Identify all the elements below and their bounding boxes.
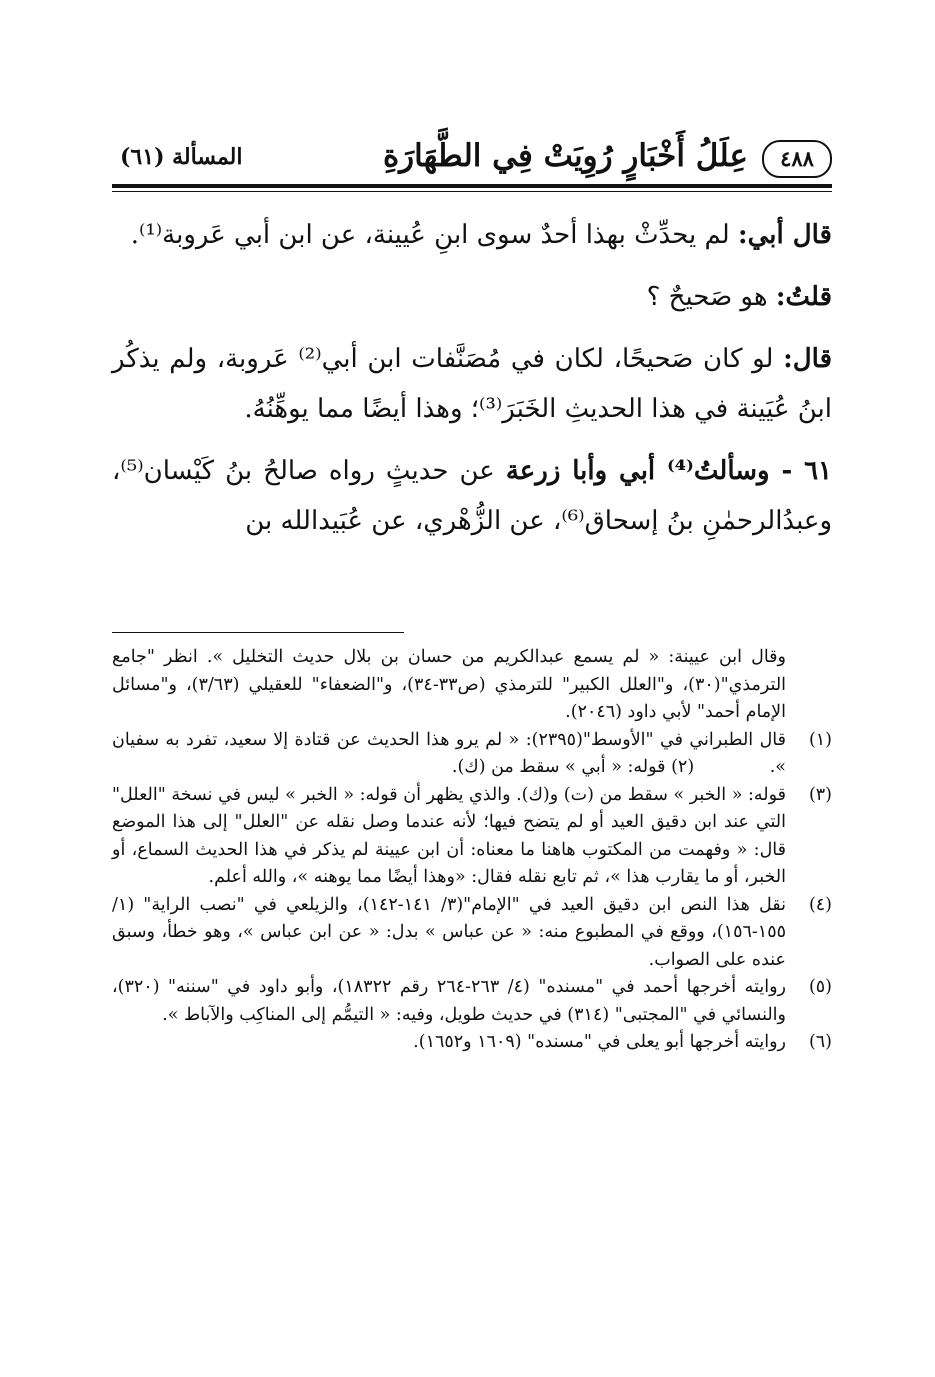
footnote-separator [112, 632, 404, 633]
paragraph [112, 334, 832, 434]
footnote-text: قوله: « الخبر » سقط من (ت) و(ك). والذي يظهر أن قوله: « الخبر » ليس في نسخة "العلل" التي عند ابن دقيق العيد أو لم يتضح فيها؛ لأنه عندما وصل نقله عن "العلل" إلى هذا الموضع قال: « وفهمت من المكتوب هاهنا ما معناه: أن ابن عيينة لم يذكر في هذا الحديث السماع، أو الخبر، أو ما يقارب هذا »، ثم تابع نقله فقال: «وهذا أيضًا مما يوهنه »، والله أعلم. [112, 784, 787, 887]
paragraph [112, 446, 832, 546]
page-header [112, 128, 832, 180]
footnote-number: (٦) [808, 1032, 832, 1052]
book-title: عِلَلُ أَخْبَارٍ رُوِيَتْ فِي الطَّهَارَةِ [382, 138, 748, 174]
paragraph-text: لم يحدِّثْ بهذا أحدٌ سوى ابنِ عُيينة، عن ابن أبي عَروبة⁽¹⁾. [130, 220, 730, 250]
footnote-text: روايته أخرجها أحمد في "مسنده" (٤/ ٢٦٣-٢٦٤ رقم ١٨٣٢٢)، وأبو داود في "سننه" (٣٢٠)، والنسائي في "المجتبى" (٣١٤) في حديث طويل، وفيه: « التيمُّم إلى المناكِب والآباط ». [112, 977, 786, 1025]
header-rule-thick [112, 184, 832, 188]
issue-heading: ٦١ - وسألتُ⁽⁴⁾ أبي وأبا زرعة [505, 456, 833, 486]
footnotes [112, 644, 832, 1057]
footnote-number: (٣) [808, 784, 832, 805]
paragraph-text: عن حديثٍ رواه صالحُ بنُ كَيْسان⁽⁵⁾، وعبدُالرحمٰنِ بنُ إسحاق⁽⁶⁾، عن الزُّهْري، عن عُبَيدالله بن [112, 456, 832, 536]
issue-label: المسألة (٦١) [120, 144, 243, 170]
footnote [112, 782, 832, 892]
footnote-text: نقل هذا النص ابن دقيق العيد في "الإمام"(٣/ ١٤١-١٤٢)، والزيلعي في "نصب الراية" (١/ ١٥٥-١٥٦)، ووقع في المطبوع منه: « عن عباس » بدل: « عن ابن عباس »، وهو خطأ، وسبق عنده على الصواب. [112, 894, 786, 970]
footnote-text: روايته أخرجها أبو يعلى في "مسنده" (١٦٠٩ و١٦٥٢). [413, 1032, 786, 1052]
footnote-continuation: وقال ابن عيينة: « لم يسمع عبدالكريم من حسان بن بلال حديث التخليل ». انظر "جامع الترمذي"(٣٠)، و"العلل الكبير" للترمذي (ص٣٣-٣٤)، و"الضعفاء" للعقيلي (٣/٦٣)، و"مسائل الإمام أحمد" لأبي داود (٢٠٤٦). [112, 647, 787, 722]
footnote [112, 892, 832, 975]
paragraph [112, 210, 832, 260]
speaker-label: قال أبي: [737, 220, 832, 250]
footnote [112, 1029, 832, 1057]
footnote-number: (٥) [808, 977, 832, 997]
footnote-number: (٢) [671, 757, 695, 777]
paragraph-text: هو صَحيحٌ ؟ [646, 282, 768, 312]
footnote [112, 974, 832, 1029]
footnote-number: (٤) [808, 894, 832, 915]
paragraph [112, 272, 832, 322]
footnote [112, 727, 832, 782]
main-text [112, 210, 832, 558]
speaker-label: قال: [783, 344, 832, 374]
footnote-number: (١) [808, 729, 832, 750]
header-rule-thin [112, 191, 832, 192]
book-page [112, 128, 832, 1268]
paragraph-text: لو كان صَحيحًا، لكان في مُصَنَّفات ابن أبي⁽²⁾ عَروبة، ولم يذكُر ابنُ عُيَينة في هذا الحديثِ الخَبَرَ⁽³⁾؛ وهذا أيضًا مما يوهِّنُهُ. [112, 344, 832, 424]
footnote-text: قوله: « أبي » سقط من (ك). [451, 757, 666, 777]
speaker-label: قلتُ: [775, 282, 832, 312]
page-number: ٤٨٨ [762, 140, 832, 178]
footnote-text: قال الطبراني في "الأوسط"(٢٣٩٥): « لم يرو هذا الحديث عن قتادة إلا سعيد، تفرد به سفيان ». [112, 729, 786, 777]
